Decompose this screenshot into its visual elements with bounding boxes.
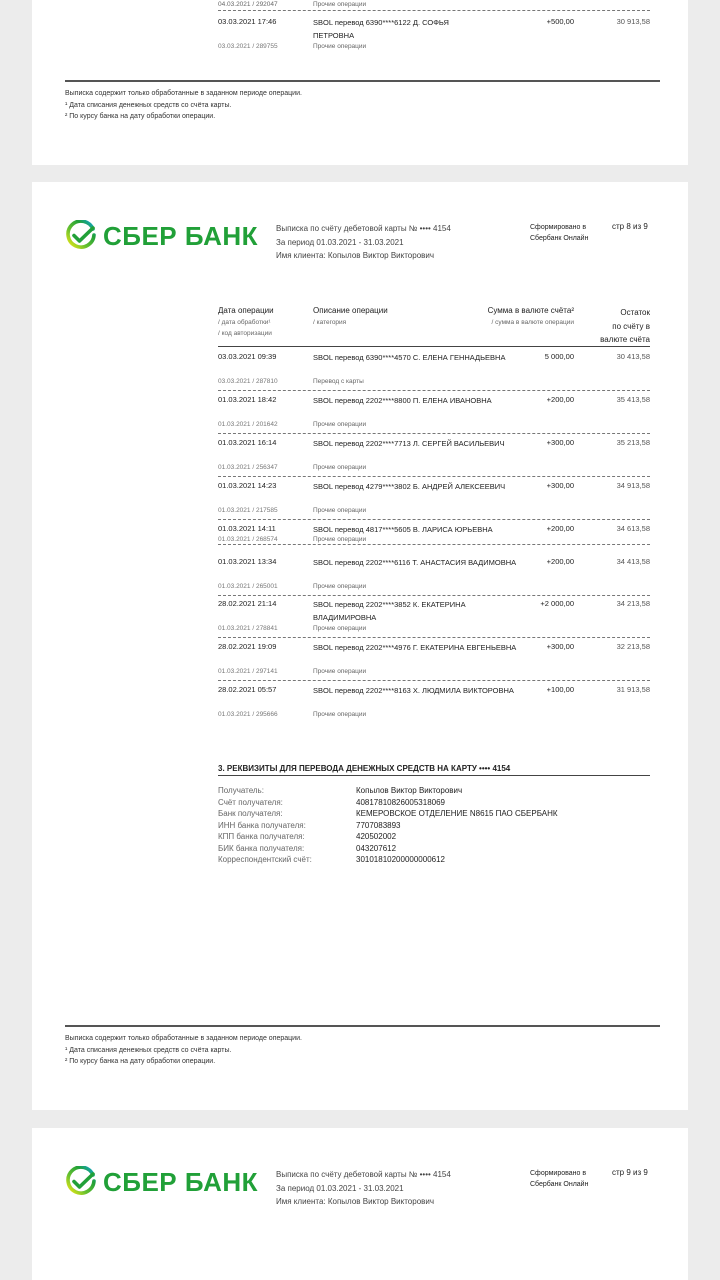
col-date-sub: / дата обработки¹ [218,319,271,326]
formed-in [530,222,588,244]
col-date-header: Дата операции [218,306,274,315]
table-row [218,352,650,392]
row-divider [218,637,650,638]
category: Прочие операции [313,1,367,8]
operation-date: 01.03.2021 13:34 [218,557,277,566]
operation-description: SBOL перевод 2202****6116 Т. АНАСТАСИЯ ВАДИМОВНА [313,558,517,567]
amount: +300,00 [546,481,574,490]
amount: +500,00 [546,17,574,26]
col-amount-sub: / сумма в валюте операции [491,319,574,326]
auth-code: 03.03.2021 / 289755 [218,43,278,50]
row-divider [218,10,650,11]
balance: 30 413,58 [616,352,650,361]
balance: 32 213,58 [616,642,650,651]
operation-description: SBOL перевод 4279****3802 Б. АНДРЕЙ АЛЕКСЕЕВИЧ [313,482,506,491]
footer-divider [65,1025,660,1027]
operation-description: SBOL перевод 4817****5605 В. ЛАРИСА ЮРЬЕВНА [313,525,493,534]
category: Прочие операции [313,583,367,590]
auth-code: 01.03.2021 / 268574 [218,536,278,543]
col-balance-line: Остаток [620,308,650,317]
statement-title: Выписка по счёту дебетовой карты № •••• 4154 [276,1170,451,1179]
requisite-label: ИНН банка получателя: [218,820,306,830]
category: Прочие операции [313,43,367,50]
footer-line: ¹ Дата списания денежных средств со счёта карты. [65,101,232,109]
auth-code: 01.03.2021 / 265001 [218,583,278,590]
row-divider [218,476,650,477]
statement-period: За период 01.03.2021 - 31.03.2021 [276,237,404,247]
auth-code: 01.03.2021 / 201642 [218,421,278,428]
requisite-label: Счёт получателя: [218,797,283,807]
requisite-value: 7707083893 [356,820,401,830]
auth-code: 01.03.2021 / 295666 [218,711,278,718]
requisite-value: Копылов Виктор Викторович [356,786,463,795]
operation-date: 01.03.2021 14:11 [218,524,276,533]
statement-page-7 [32,0,688,165]
operation-date: 28.02.2021 19:09 [218,642,277,651]
table-header-divider [218,346,650,347]
amount: +100,00 [546,685,574,694]
operation-description: SBOL перевод 2202****7713 Л. СЕРГЕЙ ВАСИЛЬЕВИЧ [313,439,505,448]
statement-page-8 [32,182,688,1110]
row-divider [218,433,650,434]
col-amount-header: Сумма в валюте счёта² [487,306,574,315]
row-divider [218,390,650,391]
balance: 30 913,58 [616,17,650,26]
requisite-value: 420502002 [356,832,397,841]
footer-line: ¹ Дата списания денежных средств со счёта карты. [65,1046,232,1054]
table-row [218,599,650,639]
footer-notes [65,88,302,123]
requisite-value: 043207612 [356,843,397,853]
operation-date: 03.03.2021 17:46 [218,17,277,26]
operation-date: 28.02.2021 05:57 [218,685,277,694]
category: Прочие операции [313,421,367,428]
operation-date: 01.03.2021 18:42 [218,395,277,404]
requisite-label: БИК банка получателя: [218,843,305,853]
auth-code: 04.03.2021 / 292047 [218,1,278,8]
amount: +200,00 [546,524,574,533]
balance: 35 413,58 [616,395,650,404]
sber-logo-text: СБЕР БАНК [103,221,258,251]
sber-logo [65,1166,258,1198]
category: Прочие операции [313,464,367,471]
row-divider [218,595,650,596]
operation-description: SBOL перевод 2202****8800 П. ЕЛЕНА ИВАНОВНА [313,396,492,405]
balance: 34 613,58 [616,524,650,533]
balance: 31 913,58 [616,685,650,694]
footer-line: ² По курсу банка на дату обработки операции. [65,1058,216,1065]
requisites-divider [218,775,650,776]
operation-description: SBOL перевод 6390****4570 С. ЕЛЕНА ГЕННАДЬЕВНА [313,353,506,362]
formed-line: Сбербанк Онлайн [530,235,589,242]
category: Перевод с карты [313,378,364,385]
formed-in [530,1168,588,1190]
formed-line: Сбербанк Онлайн [530,1181,589,1188]
amount: +2 000,00 [540,599,574,608]
operation-date: 28.02.2021 21:14 [218,599,277,608]
col-balance-header [574,306,650,347]
balance: 35 213,58 [616,438,650,447]
col-desc-header: Описание операции [313,306,388,315]
requisite-value: КЕМЕРОВСКОЕ ОТДЕЛЕНИЕ N8615 ПАО СБЕРБАНК [356,809,558,818]
statement-period: За период 01.03.2021 - 31.03.2021 [276,1183,404,1193]
operation-description: SBOL перевод 2202****8163 Х. ЛЮДМИЛА ВИКТОРОВНА [313,686,514,695]
requisite-label: КПП банка получателя: [218,832,305,841]
statement-page-9 [32,1128,688,1280]
auth-code: 01.03.2021 / 217585 [218,507,278,514]
sber-logo-icon [65,1166,97,1198]
table-row [218,438,650,478]
category: Прочие операции [313,536,367,543]
table-row [218,685,650,725]
statement-title: Выписка по счёту дебетовой карты № •••• 4154 [276,224,451,233]
footer-line: Выписка содержит только обработанные в заданном периоде операции. [65,1035,302,1042]
footer-line: Выписка содержит только обработанные в заданном периоде операции. [65,90,302,97]
footer-line: ² По курсу банка на дату обработки операции. [65,113,216,120]
footer-divider [65,80,660,82]
formed-line: Сформировано в [530,224,587,231]
balance: 34 213,58 [616,599,650,608]
requisite-value: 30101810200000000612 [356,855,445,864]
requisite-label: Банк получателя: [218,809,283,818]
sber-logo-icon [65,220,97,252]
category: Прочие операции [313,711,367,718]
page-number: стр 8 из 9 [612,222,648,231]
table-row [218,557,650,597]
requisites-title: 3. РЕКВИЗИТЫ ДЛЯ ПЕРЕВОДА ДЕНЕЖНЫХ СРЕДСТВ НА КАРТУ •••• 4154 [218,764,511,773]
col-balance-line: по счёту в [612,321,650,331]
table-row [218,481,650,521]
page-number: стр 9 из 9 [612,1168,648,1177]
amount: 5 000,00 [544,352,574,361]
auth-code: 01.03.2021 / 256347 [218,464,278,471]
operation-date: 01.03.2021 16:14 [218,438,277,447]
col-desc-sub: / категория [313,319,347,326]
amount: +200,00 [546,557,574,566]
col-balance-line: валюте счёта [600,335,650,344]
row-divider [218,544,650,545]
statement-header [276,222,451,263]
operation-description: SBOL перевод 2202****3852 К. ЕКАТЕРИНА ВЛАДИМИРОВНА [313,600,466,622]
footer-notes [65,1033,302,1068]
category: Прочие операции [313,668,367,675]
operation-description: SBOL перевод 6390****6122 Д. СОФЬЯ ПЕТРОВНА [313,18,449,40]
client-name: Имя клиента: Копылов Виктор Викторович [276,1197,435,1206]
category: Прочие операции [313,507,367,514]
amount: +300,00 [546,642,574,651]
sber-logo [65,220,258,252]
operation-date: 01.03.2021 14:23 [218,481,277,490]
amount: +300,00 [546,438,574,447]
row-divider [218,680,650,681]
balance: 34 913,58 [616,481,650,490]
col-date-sub: / код авторизации [218,330,272,337]
table-row [218,17,650,57]
table-row [218,395,650,435]
operation-description: SBOL перевод 2202****4976 Г. ЕКАТЕРИНА ЕВГЕНЬЕВНА [313,643,517,652]
balance: 34 413,58 [616,557,650,566]
auth-code: 03.03.2021 / 287810 [218,378,278,385]
client-name: Имя клиента: Копылов Виктор Викторович [276,251,435,260]
row-divider [218,519,650,520]
auth-code: 01.03.2021 / 278841 [218,625,278,632]
requisite-label: Получатель: [218,786,264,795]
requisite-value: 40817810826005318069 [356,797,445,807]
operation-date: 03.03.2021 09:39 [218,352,277,361]
table-row [218,642,650,682]
category: Прочие операции [313,625,367,632]
statement-header [276,1168,451,1209]
sber-logo-text: СБЕР БАНК [103,1167,258,1197]
auth-code: 01.03.2021 / 297141 [218,668,278,675]
formed-line: Сформировано в [530,1170,587,1177]
requisite-label: Корреспондентский счёт: [218,855,312,864]
amount: +200,00 [546,395,574,404]
